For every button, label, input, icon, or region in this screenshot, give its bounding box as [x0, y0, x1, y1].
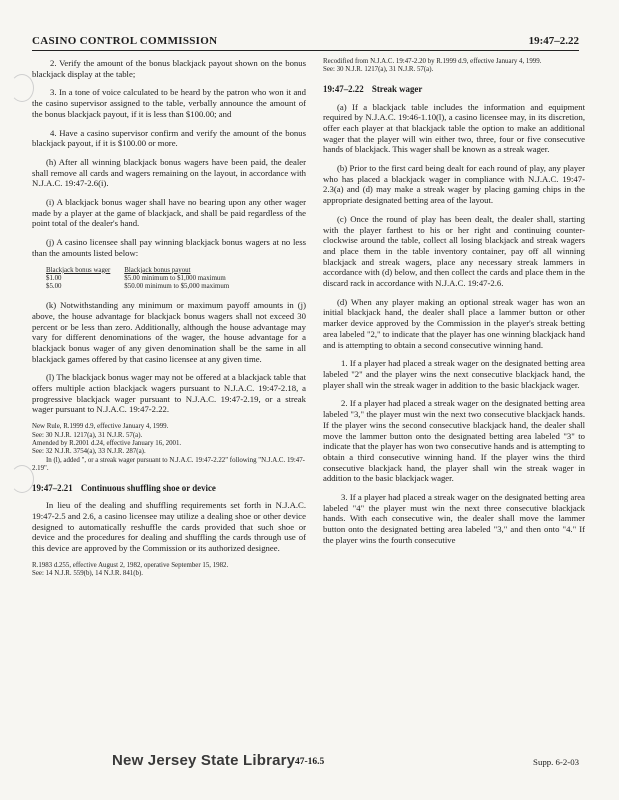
- library-watermark: New Jersey State Library: [112, 752, 296, 769]
- punch-hole-mark: [10, 465, 34, 493]
- history-line: See: 30 N.J.R. 1217(a), 31 N.J.R. 57(a).: [323, 66, 434, 74]
- list-item: 1. If a player had placed a streak wager on the designated betting area labeled "2" and the player wins the next consecutive blackjack hand, the player shall win the streak wager in addition to the basic blackjack wager.: [323, 358, 585, 390]
- payout-table: [46, 267, 243, 292]
- history-note: [32, 423, 306, 473]
- paragraph-k: (k) Notwithstanding any minimum or maximum payoff amounts in (j) above, the house advantage for blackjack bonus wagers shall not exceed 30 percent or be less than zero. Additionally, although the house advantage may vary for different denominations of the wager, the house advantage for a blackjack bonus wager of any given denomination shall be the same in all blackjack games offered by that casino licensee at any given time.: [32, 300, 306, 364]
- list-item: 3. If a player had placed a streak wager on the designated betting area labeled "4" the player must win the next three consecutive blackjack hands. With each consecutive win, the dealer shall move the lammer button onto the designated betting area labeled "3," and then onto "4." If the player wins the fourth consecutive: [323, 492, 585, 545]
- paragraph-l: (l) The blackjack bonus wager may not be offered at a blackjack table that offers multiple action blackjack wagers pursuant to N.J.A.C. 19:47-2.18, a progressive blackjack wager pursuant to N.J.A.C. 19:47-2.19, or a streak wager pursuant to N.J.A.C. 19:47-2.22.: [32, 372, 306, 415]
- table-header: Blackjack bonus payout: [124, 266, 191, 274]
- table-cell: $1.00: [46, 274, 62, 282]
- history-line: In (l), added ", or a streak wager pursuant to N.J.A.C. 19:47-2.22" following "N.J.A.C. 19:47-2.19".: [32, 456, 305, 473]
- section-heading: [323, 84, 585, 95]
- table-row: [46, 283, 243, 291]
- header-rule: [32, 50, 579, 51]
- paragraph-c: (c) Once the round of play has been dealt, the dealer shall, starting with the player farthest to his or her right and continuing counter-clockwise around the table, collect all losing blackjack and streak wagers and place them in the table inventory container, pay off all winning blackjack and streak wagers, place any necessary streak lammers in accordance with (d) below, and then collect the cards and place them in the discard rack in accordance with N.J.A.C. 19:47-2.6.: [323, 213, 585, 289]
- page-number: 47-16.5: [295, 757, 325, 767]
- history-line: R.1983 d.255, effective August 2, 1982, operative September 15, 1982.: [32, 561, 229, 569]
- paragraph-a: (a) If a blackjack table includes the information and equipment required by N.J.A.C. 19:46-1.10(l), a casino licensee may, in its discretion, offer each player at that blackjack table the option to make an additional wager that the player will win either two, three, four or five consecutive hands of blackjack. This wager shall be known as a streak wager.: [323, 101, 585, 155]
- table-cell: $5.00 minimum to $1,000 maximum: [124, 274, 226, 282]
- table-cell: $50.00 minimum to $5,000 maximum: [124, 282, 230, 290]
- history-note: [323, 58, 585, 75]
- right-column: [323, 58, 585, 554]
- history-line: See: 32 N.J.R. 3754(a), 33 N.J.R. 287(a).: [32, 448, 146, 456]
- section-body: In lieu of the dealing and shuffling requirements set forth in N.J.A.C. 19:47-2.5 and 2.6, a casino licensee may utilize a dealing shoe or other device designed to automatically reshuffle the cards provided that such shoe or device and the procedures for dealing and shuffling the cards through use of this device are approved by the Commission or its authorized designee.: [32, 500, 306, 554]
- section-number: 19:47–2.22: [323, 83, 364, 94]
- paragraph-d: (d) When any player making an optional streak wager has won an initial blackjack hand, the dealer shall place a lammer button or other marker device approved by the Commission in the player's streak betting area labeled "2," to indicate that the player has one winning blackjack hand and is attempting to obtain a second consecutive winning hand.: [323, 296, 585, 350]
- table-cell: $5.00: [46, 282, 62, 290]
- list-item: 2. If a player had placed a streak wager on the designated betting area labeled "3," the player must win the next two consecutive blackjack hands. If the player wins the second consecutive blackjack hand, the dealer shall move the lammer button onto the designated betting area labeled "3" to indicate that the player has won two consecutive hands and is attempting to obtain a third consecutive winning hand. If the player wins the third consecutive blackjack hand, the player shall win the streak wager in addition to the basic blackjack wager.: [323, 398, 586, 484]
- history-line: See: 14 N.J.R. 559(b), 14 N.J.R. 841(b).: [32, 570, 144, 578]
- left-column: [32, 58, 306, 579]
- paragraph-b: (b) Prior to the first card being dealt for each round of play, any player who has placed a blackjack wager in compliance with N.J.A.C. 19:47-2.3(a) and (d) may make a streak wager by placing gaming chips in the appropriate designated betting area of the layout.: [323, 163, 585, 206]
- punch-hole-mark: [10, 74, 34, 102]
- section-heading: [32, 483, 306, 494]
- table-header: Blackjack bonus wager: [46, 266, 111, 274]
- running-header-section: 19:47–2.22: [528, 35, 579, 47]
- paragraph-h: (h) After all winning blackjack bonus wagers have been paid, the dealer shall remove all cards and wagers remaining on the layout, in accordance with N.J.A.C. 19:47-2.6(i).: [32, 156, 306, 189]
- paragraph-i: (i) A blackjack bonus wager shall have no bearing upon any other wager made by a player at the game of blackjack, and shall be paid regardless of the point total of the dealer's hand.: [32, 197, 306, 229]
- section-number: 19:47–2.21: [32, 482, 73, 493]
- running-header-title: CASINO CONTROL COMMISSION: [32, 35, 218, 47]
- section-title: Continuous shuffling shoe or device: [80, 482, 216, 493]
- supplement-date: Supp. 6-2-03: [533, 757, 579, 767]
- list-item: 2. Verify the amount of the bonus blackjack payout shown on the bonus blackjack display at the table;: [32, 58, 306, 79]
- history-line: Recodified from N.J.A.C. 19:47-2.20 by R.1999 d.9, effective January 4, 1999.: [323, 58, 542, 65]
- history-line: Amended by R.2001 d.24, effective January 16, 2001.: [32, 440, 182, 447]
- list-item: 4. Have a casino supervisor confirm and verify the amount of the bonus blackjack payout, if it is $100.00 or more.: [32, 127, 306, 149]
- section-title: Streak wager: [371, 83, 423, 94]
- history-line: See: 30 N.J.R. 1217(a), 31 N.J.R. 57(a).: [32, 431, 143, 439]
- history-note: [32, 562, 306, 579]
- paragraph-j: (j) A casino licensee shall pay winning blackjack bonus wagers at no less than the amounts listed below:: [32, 237, 306, 258]
- history-line: New Rule, R.1999 d.9, effective January 4, 1999.: [32, 423, 169, 431]
- table-row: [46, 275, 243, 283]
- list-item: 3. In a tone of voice calculated to be heard by the patron who won it and the casino supervisor assigned to the table, verbally announce the amount of the bonus blackjack payout, if it is less than $100.00; and: [32, 87, 306, 119]
